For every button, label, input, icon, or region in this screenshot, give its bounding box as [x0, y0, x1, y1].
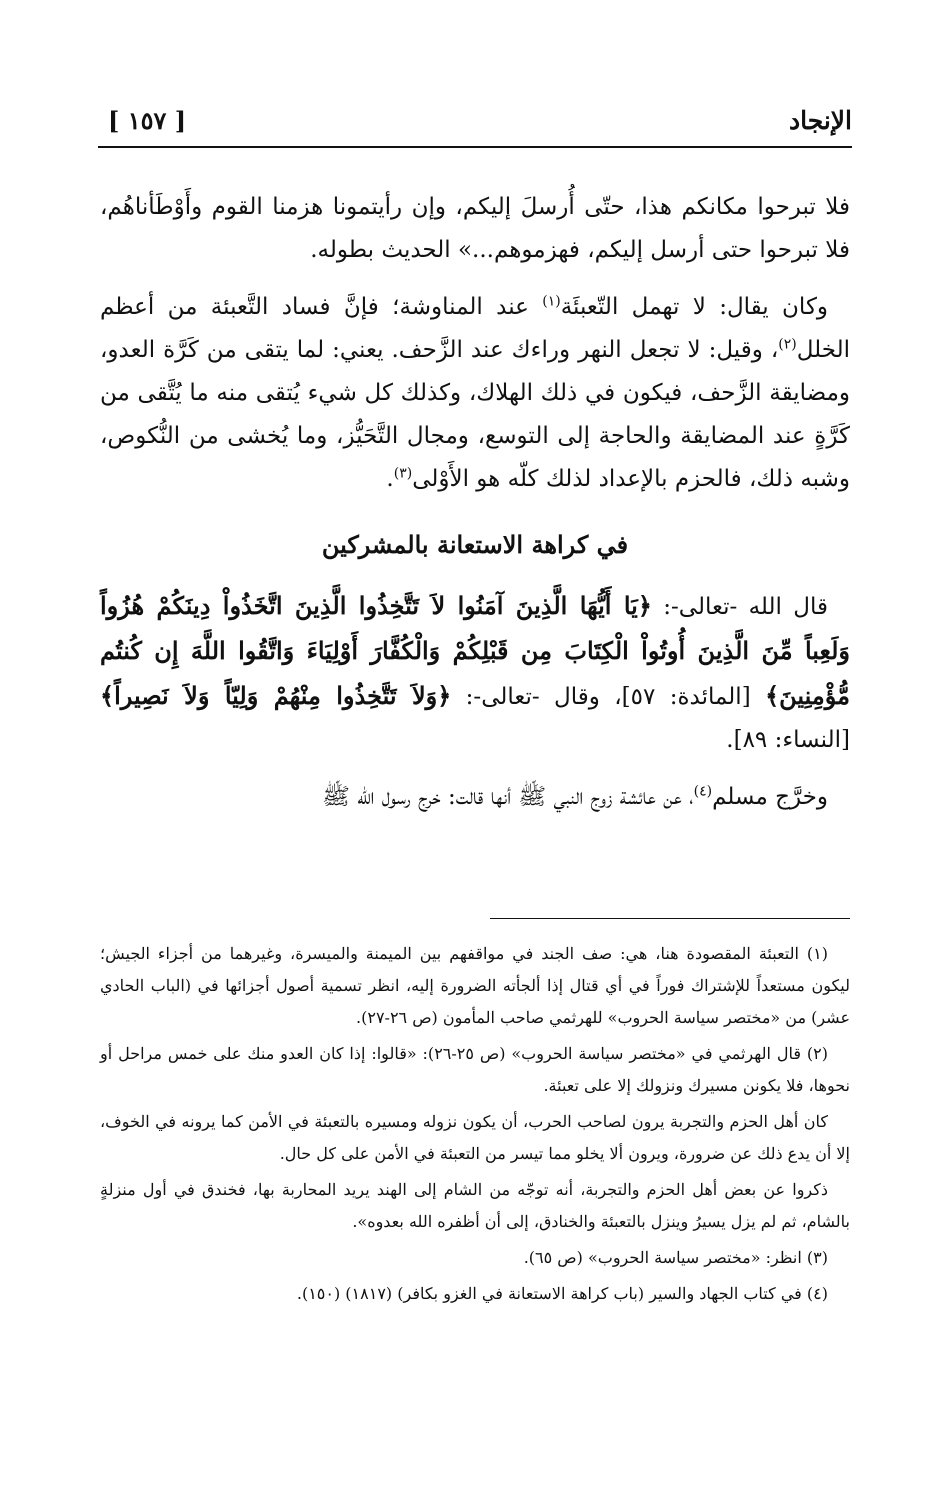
- text-segment: عند المناوشة؛ فإنَّ فساد التَّعبئة من أعظم الخلل: [100, 294, 851, 363]
- footnote-ref-2[interactable]: (٢): [778, 336, 797, 353]
- verse-reference: [المائدة: ٥٧]، وقال -تعالى-:: [451, 684, 766, 710]
- footnote-ref-3[interactable]: (٣): [393, 465, 413, 482]
- section-heading: في كراهة الاستعانة بالمشركين: [321, 530, 629, 559]
- text-segment: وكان يقال: لا تهمل التّعبئَة: [560, 294, 828, 320]
- footnote-3: (٣) انظر: «مختصر سياسة الحروب» (ص ٦٥).: [523, 1248, 828, 1267]
- text-segment: .: [386, 466, 394, 492]
- footnote-ref-4[interactable]: (٤): [693, 783, 713, 800]
- footnote-4: (٤) في كتاب الجهاد والسير (باب كراهة الاستعانة في الغزو بكافر) (١٨١٧) (١٥٠).: [296, 1284, 828, 1303]
- quran-verse-2: ﴿وَلاَ تَتَّخِذُوا مِنْهُمْ وَلِيّاً وَلاَ نَصِيراً﴾: [100, 681, 452, 710]
- footnotes: [100, 938, 850, 1314]
- footnote-2: (٢) قال الهرثمي في «مختصر سياسة الحروب» (ص ٢٥-٢٦): «قالوا: إذا كان العدو منك على خمس مراحل أو نحوها، فلا يكونن مسيرك ونزولك إلا على تعبئة.: [100, 1044, 850, 1095]
- paragraph-continuation: فلا تبرحوا مكانكم هذا، حتّى أُرسلَ إليكم، وإن رأيتمونا هزمنا القوم وأَوْطَأناهُم، فلا تبرحوا حتى أرسل إليكم، فهزموهم...» الحديث بطوله.: [100, 194, 850, 263]
- footnote-2-cont: ذكروا عن بعض أهل الحزم والتجربة، أنه توجّه من الشام إلى الهند يريد المحاربة بها، فخندق في أول منزلةٍ بالشام، ثم لم يزل يسيرُ وينزل بالتعبئة والخنادق، إلى أن أظفره الله بعدوه».: [100, 1180, 850, 1231]
- main-text: [100, 186, 850, 833]
- text-segment: قال الله -تعالى-:: [651, 594, 828, 620]
- running-header: [98, 102, 852, 148]
- footnote-divider: [490, 918, 850, 919]
- text-segment: ، عن عائشة زوج النبي ﷺ أنها قالت: خرج رسول الله ﷺ: [322, 784, 694, 810]
- footnote-1: (١) التعبئة المقصودة هنا، هي: صف الجند في مواقفهم بين الميمنة والميسرة، وغيرهما من أجزاء الجيش؛ ليكون مستعداً للإشتراك فوراً في أي قتال إذا ألجأته الضرورة إليه، انظر تسمية أصول أجزائها في (الباب الحادي عشر) من «مختصر سياسة الحروب» للهرثمي صاحب المأمون (ص ٢٦-٢٧).: [100, 944, 850, 1027]
- paragraph-quran: [100, 584, 850, 762]
- quran-verse-1: ﴿يَا أَيُّهَا الَّذِينَ آمَنُوا لاَ تَتَّخِذُوا الَّذِينَ اتَّخَذُواْ دِينَكُمْ هُزُواً وَلَعِباً مِّنَ الَّذِينَ أُوتُواْ الْكِتَابَ مِن قَبْلِكُمْ وَالْكُفَّارَ أَوْلِيَاءَ وَاتَّقُوا اللَّهَ إِن كُنتُم مُّؤْمِنِينَ﴾: [100, 591, 850, 710]
- page-number: [ ١٥٧ ]: [108, 106, 187, 135]
- paragraph-hadith: [100, 776, 850, 819]
- verse-reference: [النساء: ٨٩].: [726, 727, 850, 753]
- paragraph-tabiah: [100, 286, 850, 501]
- text-segment: ، وقيل: لا تجعل النهر وراءك عند الزَّحف. يعني: لما يتقى من كَرَّة العدو، ومضايقة الزَّحف، فيكون في ذلك الهلاك، وكذلك كل شيء يُتقى منه ما يُتَّقى من كَرَّةٍ عند المضايقة والحاجة إلى التوسع، ومجال التَّحَيُّز، وما يُخشى من النُّكوص، وشبه ذلك، فالحزم بالإعداد لذلك كلّه هو الأَوْلى: [100, 337, 850, 492]
- footnote-2-cont: كان أهل الحزم والتجربة يرون لصاحب الحرب، أن يكون نزوله ومسيره بالتعبئة في الأمن كما يرونه في الخوف، إلا أن يدع ذلك عن ضرورة، ويرون ألا يخلو مما تيسر من التعبئة في الأمن على كل حال.: [100, 1112, 850, 1163]
- text-segment: وخرَّج مسلم: [712, 784, 828, 810]
- book-title: الإنجاد: [788, 106, 852, 135]
- footnote-ref-1[interactable]: (١): [542, 293, 561, 310]
